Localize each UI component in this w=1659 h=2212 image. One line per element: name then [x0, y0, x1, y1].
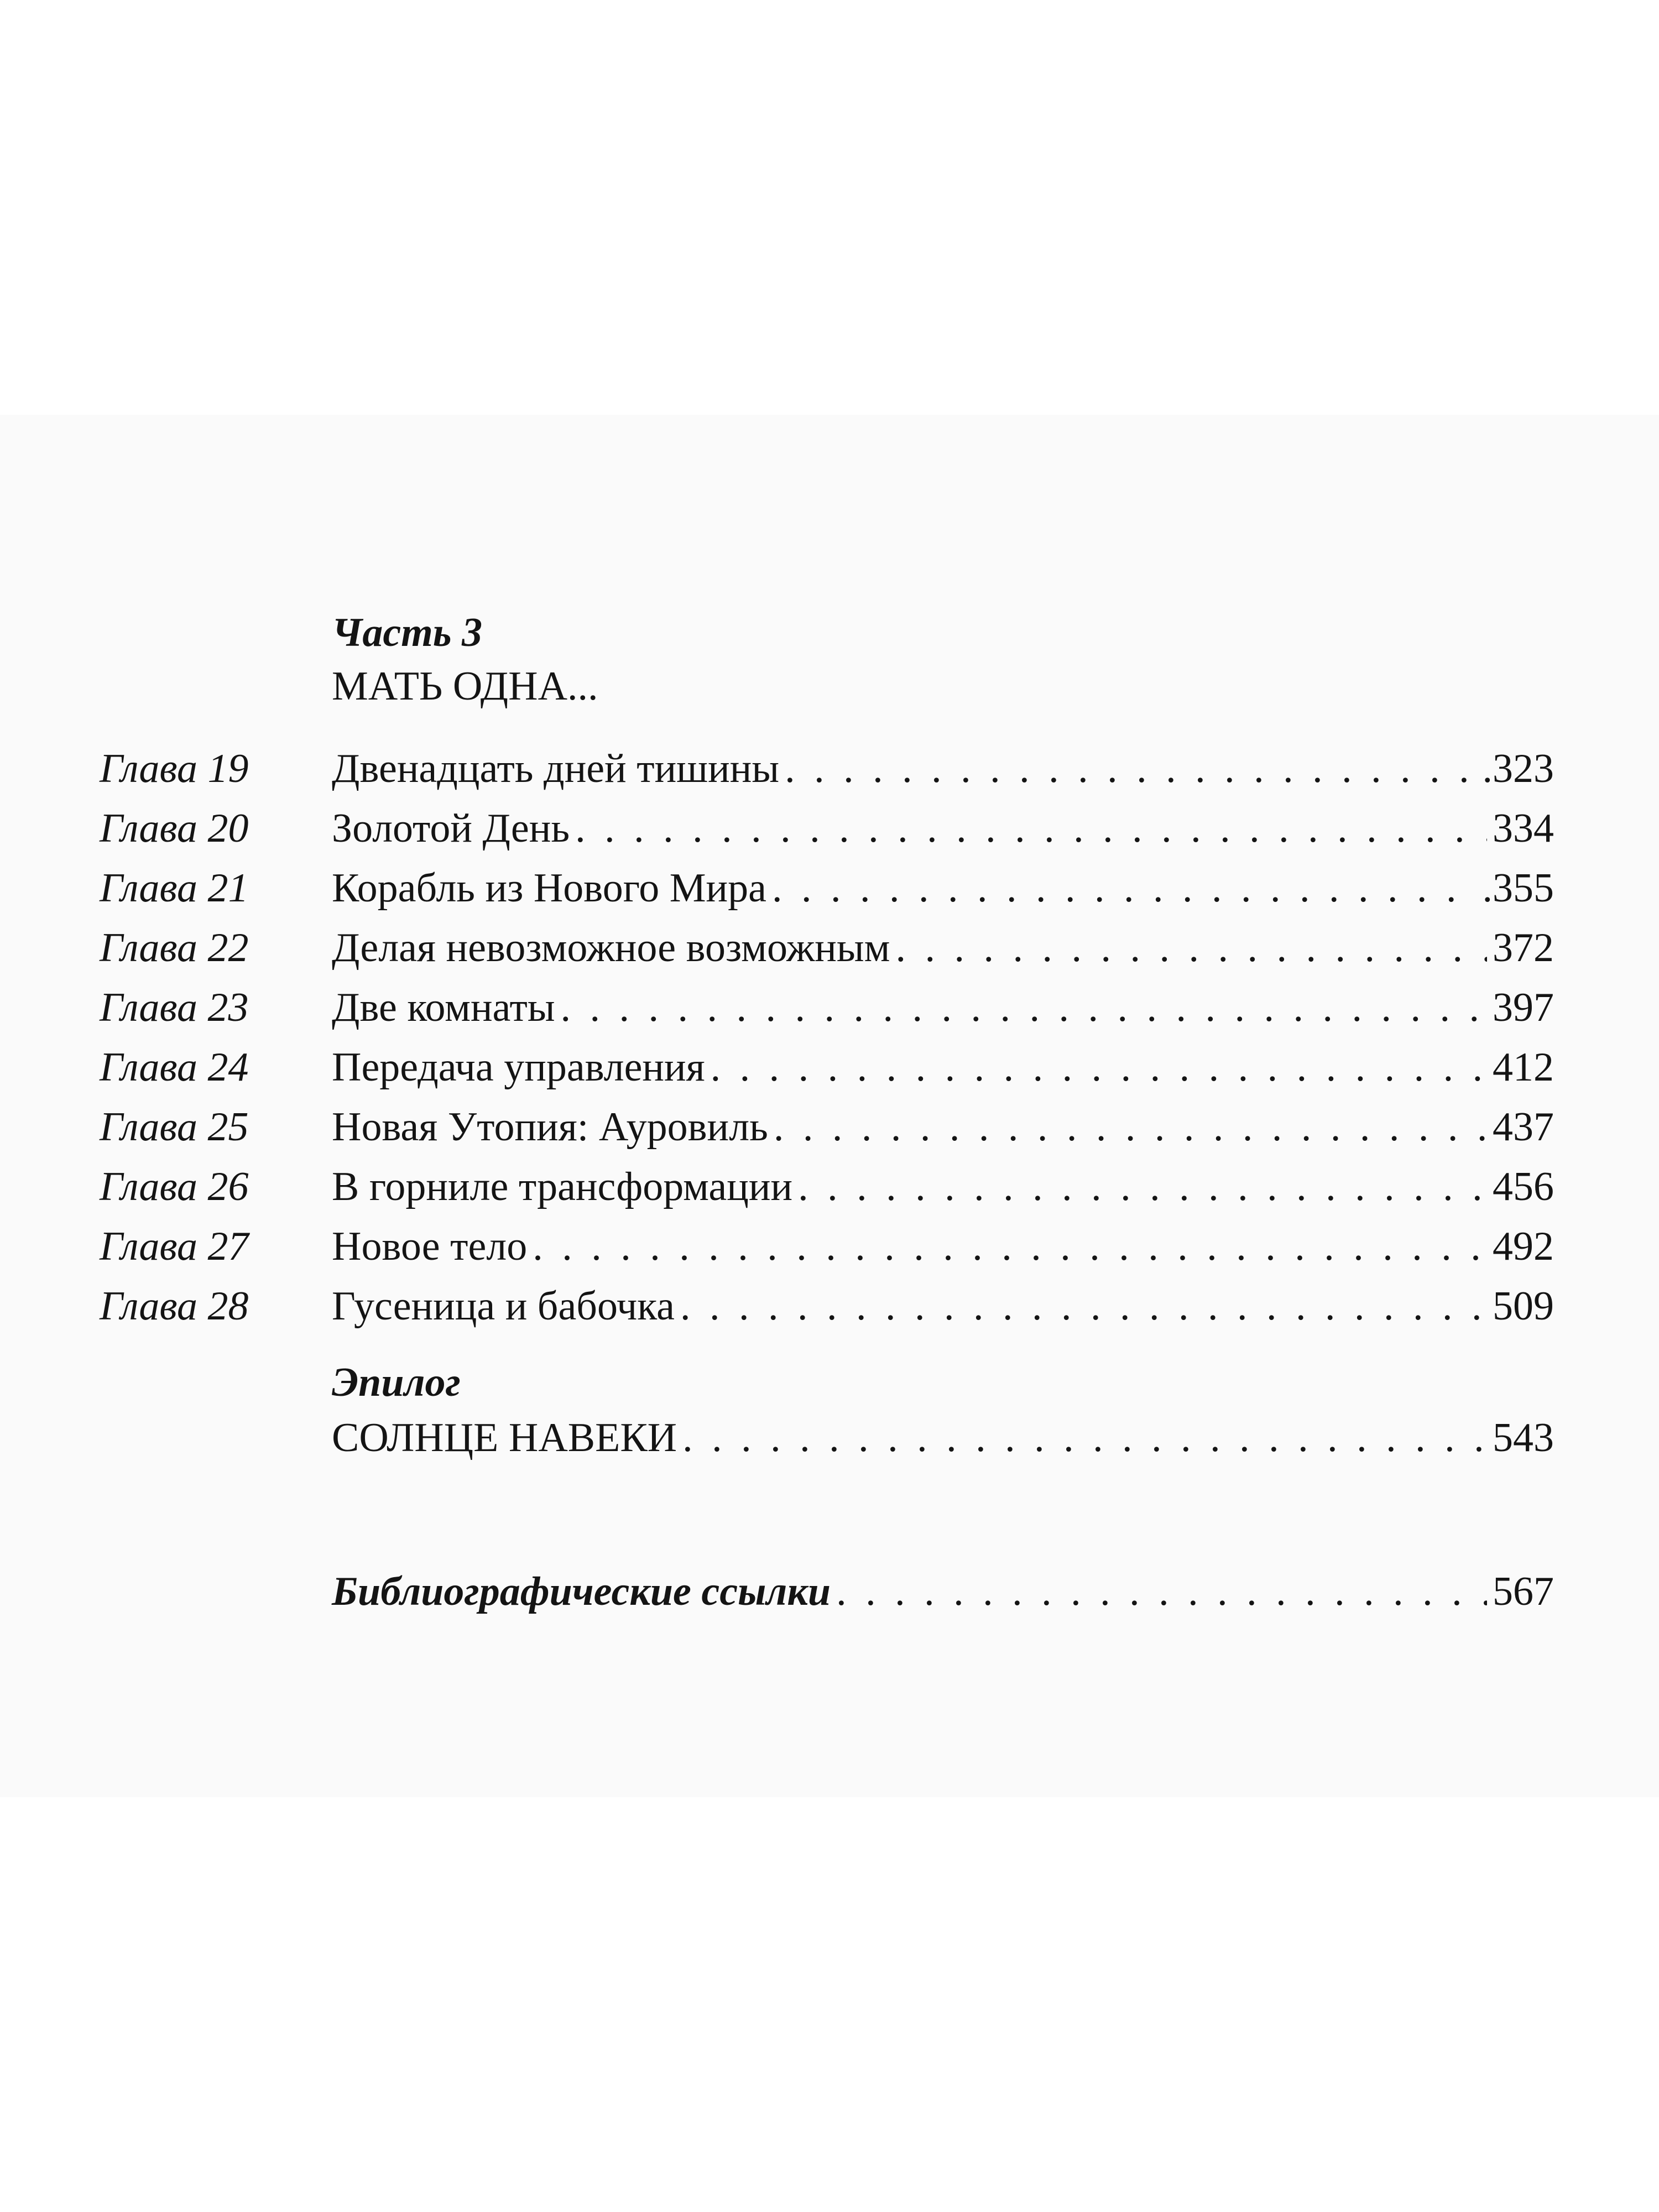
toc-entry-chapter-28	[100, 1282, 1554, 1342]
toc-entry-chapter-24	[100, 1043, 1554, 1103]
epilogue-section	[100, 1358, 1554, 1473]
page-number: .355	[1482, 865, 1554, 911]
dot-leader	[774, 1103, 1487, 1152]
page-number: 334	[1493, 805, 1554, 851]
page-number: 567	[1493, 1568, 1554, 1614]
chapter-label: Глава 25	[100, 1104, 249, 1150]
toc-entry-chapter-21	[100, 864, 1554, 924]
chapter-title: Делая невозможное возможным	[332, 925, 890, 971]
epilogue-title: СОЛНЦЕ НАВЕКИ	[332, 1415, 677, 1460]
toc-entry-chapter-27	[100, 1222, 1554, 1282]
bibliography-title: Библиографические ссылки	[332, 1568, 831, 1614]
dot-leader	[772, 864, 1477, 913]
chapter-label: Глава 26	[100, 1164, 249, 1209]
dot-leader	[680, 1282, 1487, 1331]
page-number: .323	[1482, 745, 1554, 791]
dot-leader	[533, 1222, 1487, 1271]
dot-leader	[785, 744, 1477, 794]
toc-entry-chapter-23	[100, 983, 1554, 1043]
page-number: 456	[1493, 1164, 1554, 1209]
page-number: 509	[1493, 1283, 1554, 1329]
chapter-label: Глава 27	[100, 1223, 249, 1269]
page-number: 543	[1493, 1415, 1554, 1460]
page-number: 412	[1493, 1044, 1554, 1090]
part-title: МАТЬ ОДНА...	[332, 663, 598, 709]
page-number: 492	[1493, 1223, 1554, 1269]
page-number: 397	[1493, 984, 1554, 1030]
chapter-label: Глава 21	[100, 865, 249, 911]
toc-entry-chapter-26	[100, 1162, 1554, 1222]
chapter-label: Глава 23	[100, 984, 249, 1030]
chapter-title: Новая Утопия: Ауровиль	[332, 1104, 768, 1150]
chapter-label: Глава 20	[100, 805, 249, 851]
dot-leader	[682, 1413, 1487, 1463]
dot-leader	[798, 1162, 1487, 1212]
chapter-title: Корабль из Нового Мира	[332, 865, 766, 911]
dot-leader	[575, 804, 1487, 853]
toc-entry-epilogue	[332, 1413, 1554, 1473]
epilogue-label: Эпилог	[332, 1359, 461, 1405]
chapter-label: Глава 22	[100, 925, 249, 971]
toc-entry-chapter-20	[100, 804, 1554, 864]
toc-entry-chapter-19	[100, 744, 1554, 804]
dot-leader	[895, 924, 1487, 973]
page-number: 372	[1493, 925, 1554, 971]
part-heading	[332, 608, 1554, 711]
dot-leader	[561, 983, 1487, 1032]
chapter-label: Глава 19	[100, 745, 249, 791]
chapter-label: Глава 28	[100, 1283, 249, 1329]
chapter-title: Передача управления	[332, 1044, 705, 1090]
page-number: 437	[1493, 1104, 1554, 1150]
chapter-title: Двенадцать дней тишины	[332, 745, 780, 791]
chapter-label: Глава 24	[100, 1044, 249, 1090]
toc-entry-chapter-22	[100, 924, 1554, 983]
part-label: Часть 3	[332, 610, 483, 655]
chapter-title: Золотой День	[332, 805, 570, 851]
toc-entry-chapter-25	[100, 1103, 1554, 1162]
chapter-title: Гусеница и бабочка	[332, 1283, 675, 1329]
chapter-title: Новое тело	[332, 1223, 528, 1269]
table-of-contents	[100, 608, 1554, 1627]
dot-leader	[836, 1567, 1487, 1616]
toc-entry-bibliography	[332, 1567, 1554, 1627]
chapter-title: В горниле трансформации	[332, 1164, 793, 1209]
dot-leader	[711, 1043, 1487, 1092]
chapter-title: Две комнаты	[332, 984, 555, 1030]
